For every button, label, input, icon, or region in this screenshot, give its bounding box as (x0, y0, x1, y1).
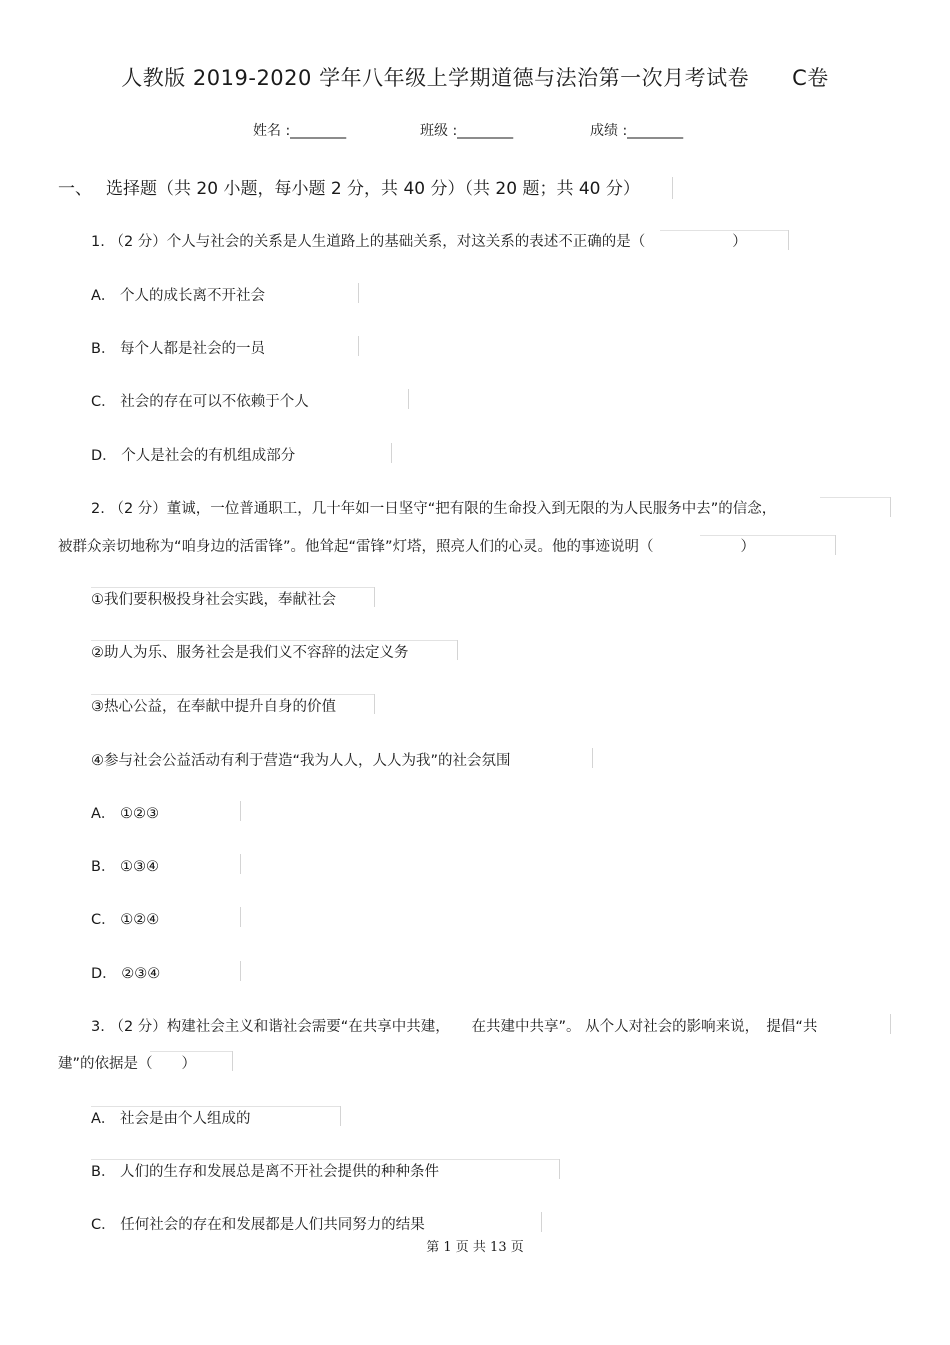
name-field-label: 姓名 :________ (253, 123, 347, 139)
page-footer: 第 1 页 共 13 页 (426, 1240, 524, 1255)
q3-option-a: A． 社会是由个人组成的 (91, 1111, 251, 1127)
question-3-stem-line1: 3. （2 分）构建社会主义和谐社会需要“在共享中共建， 在共建中共享”。 从个人对社会的影响来说， 提倡“共 (91, 1019, 818, 1035)
question-2-stem-line2: 被群众亲切地称为“咱身边的活雷锋”。他耸起“雷锋”灯塔，照亮人们的心灵。他的事迹说明（ ） (58, 539, 756, 555)
q1-option-a: A． 个人的成长离不开社会 (91, 288, 266, 304)
question-1-stem: 1. （2 分）个人与社会的关系是人生道路上的基础关系，对这关系的表述不正确的是（ ） (91, 234, 747, 250)
q2-option-d: D． ②③④ (91, 966, 161, 982)
question-3-stem-line2: 建”的依据是（ ） (58, 1056, 197, 1072)
q1-option-d: D． 个人是社会的有机组成部分 (91, 448, 296, 464)
q1-option-c: C． 社会的存在可以不依赖于个人 (91, 394, 309, 410)
class-field-label: 班级 :________ (420, 123, 514, 139)
q2-statement-2: ②助人为乐、服务社会是我们义不容辞的法定义务 (91, 645, 409, 661)
q2-option-c: C． ①②④ (91, 912, 160, 928)
q3-option-c: C． 任何社会的存在和发展都是人们共同努力的结果 (91, 1217, 425, 1233)
section-heading: 选择题（共 20 小题，每小题 2 分，共 40 分）（共 20 题；共 40 分） (106, 179, 640, 199)
q2-statement-3: ③热心公益，在奉献中提升自身的价值 (91, 699, 336, 715)
q2-option-a: A． ①②③ (91, 806, 160, 822)
q2-option-b: B． ①③④ (91, 859, 160, 875)
question-2-stem-line1: 2. （2 分）董诚，一位普通职工，几十年如一日坚守“把有限的生命投入到无限的为人民服务中去”的信念， (91, 501, 777, 517)
section-index: 一、 (58, 179, 92, 199)
score-field-label: 成绩 :________ (590, 123, 684, 139)
q1-option-b: B． 每个人都是社会的一员 (91, 341, 266, 357)
q3-option-b: B． 人们的生存和发展总是离不开社会提供的种种条件 (91, 1164, 440, 1180)
document-title: 人教版 2019-2020 学年八年级上学期道德与法治第一次月考试卷 C卷 (121, 66, 829, 90)
q2-statement-1: ①我们要积极投身社会实践，奉献社会 (91, 592, 336, 608)
q2-statement-4: ④参与社会公益活动有利于营造“我为人人，人人为我”的社会氛围 (91, 753, 511, 769)
